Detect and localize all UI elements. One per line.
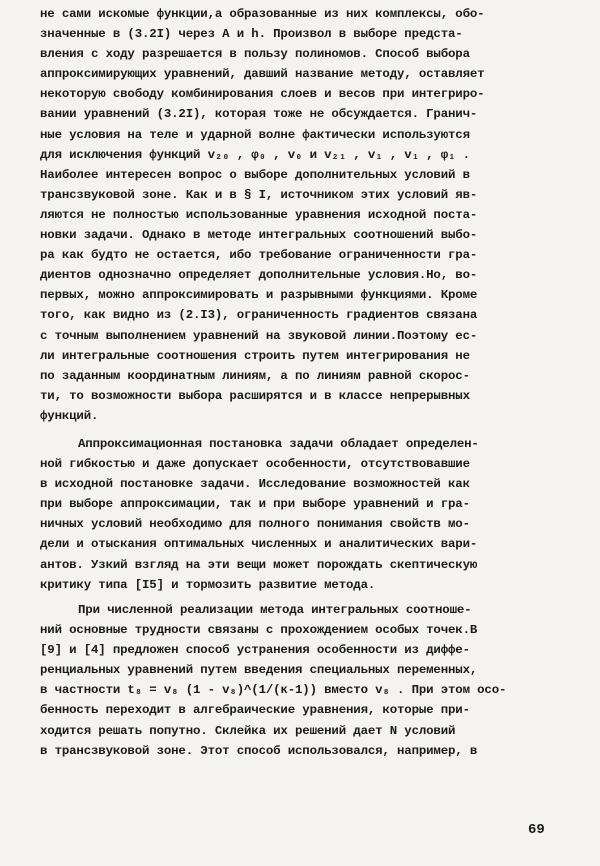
text-line: ляются не полностью использованные уравнения исходной поста-: [40, 207, 478, 222]
text-line: Аппроксимационная постановка задачи обладает определен-: [78, 437, 479, 451]
text-line: значенные в (3.2I) через A и h. Произвол в выборе предста-: [40, 27, 463, 42]
text-line: при выборе аппроксимации, так и при выборе уравнений и гра-: [40, 497, 470, 512]
text-line: ний основные трудности связаны с прохождением особых точек.В: [40, 623, 478, 638]
text-line: по заданным координатным линиям, а по линиям равной скорос-: [40, 368, 470, 383]
text-line: ра как будто не остается, ибо требование ограниченности гра-: [40, 248, 478, 263]
text-line: с точным выполнением уравнений на звуковой линии.Поэтому ес-: [40, 328, 478, 343]
paragraph-1: [40, 4, 560, 426]
text-line: новки задачи. Однако в методе интегральных соотношений выбо-: [40, 228, 478, 243]
text-line: вления с ходу разрешается в пользу полиномов. Способ выбора: [40, 47, 470, 62]
text-line: критику типа [I5] и тормозить развитие метода.: [40, 577, 376, 592]
text-line: антов. Узкий взгляд на эти вещи может порождать скептическую: [40, 557, 478, 572]
paragraph-2: [40, 434, 560, 595]
page-number: 69: [528, 822, 545, 838]
text-line: ходится решать попутно. Склейка их решений дает N условий: [40, 723, 456, 738]
text-line: ли интегральные соотношения строить путем интегрирования не: [40, 348, 470, 363]
text-line: ничных условий необходимо для полного понимания свойств мо-: [40, 517, 470, 532]
text-line: Наиболее интересен вопрос о выборе дополнительных условий в: [40, 167, 470, 182]
text-line: бенность переходит в алгебраические уравнения, которые при-: [40, 703, 470, 718]
text-line: [9] и [4] предложен способ устранения особенности из диффе-: [40, 643, 470, 658]
text-line: трансзвуковой зоне. Как и в § I, источником этих условий яв-: [40, 187, 478, 202]
text-line: дели и отыскания оптимальных численных и аналитических вари-: [40, 537, 478, 552]
text-line: не сами искомые функции,а образованные из них комплексы, обо-: [40, 7, 485, 21]
paragraph-3: [40, 600, 560, 761]
text-line: функций.: [40, 408, 99, 423]
text-line: первых, можно аппроксимировать и разрывными функциями. Кроме: [40, 288, 478, 303]
text-line: в трансзвуковой зоне. Этот способ использовался, например, в: [40, 743, 478, 758]
text-line: некоторую свободу комбинирования слоев и весов при интегриро-: [40, 87, 485, 102]
text-line: ные условия на теле и ударной волне фактически используются: [40, 127, 470, 142]
text-line: диентов однозначно определяет дополнительные условия.Но, во-: [40, 268, 478, 283]
text-line: ренциальных уравнений путем введения специальных переменных,: [40, 663, 478, 678]
text-line: При численной реализации метода интегральных соотноше-: [78, 603, 472, 617]
text-line: ной гибкостью и даже допускает особенности, отсутствовавшие: [40, 457, 470, 472]
text-line: в исходной постановке задачи. Исследование возможностей как: [40, 477, 470, 492]
text-line: ти, то возможности выбора расширятся и в классе непрерывных: [40, 388, 470, 403]
text-line: вании уравнений (3.2I), которая тоже не обсуждается. Гранич-: [40, 107, 478, 122]
text-line: того, как видно из (2.I3), ограниченность градиентов связана: [40, 308, 478, 323]
text-line: для исключения функций v₂₀ , φ₀ , v₀ и v₂₁ , v₁ , v₁ , φ₁ .: [40, 147, 470, 162]
text-line: аппроксимирующих уравнений, давший название методу, оставляет: [40, 67, 485, 82]
text-line: в частности t₈ = v₈ (1 - v₈)^(1/(κ-1)) вместо v₈ . При этом осо-: [40, 683, 507, 698]
